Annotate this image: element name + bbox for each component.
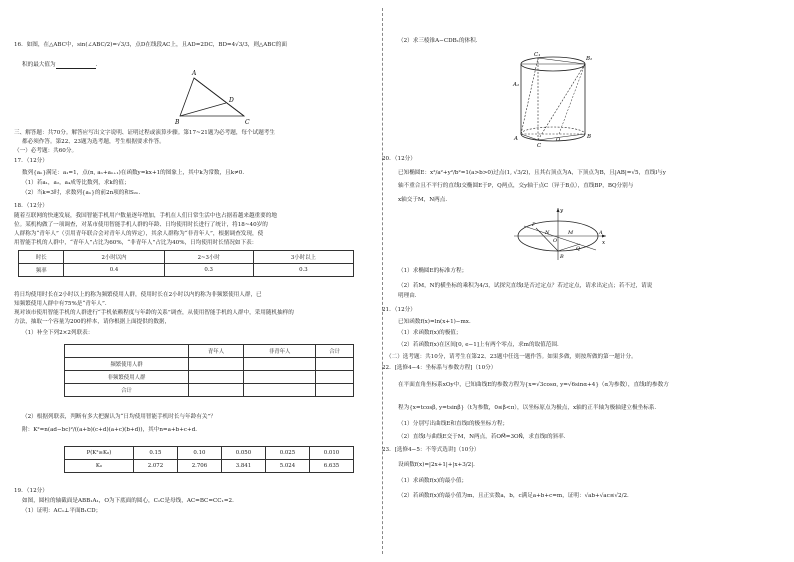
table-cell: 合计 — [316, 345, 354, 358]
table-row — [65, 447, 354, 460]
usage-frequency-table — [18, 250, 354, 277]
table-row — [65, 371, 354, 384]
label-b: B — [560, 254, 564, 260]
triangle-figure — [174, 68, 274, 128]
table-cell: P(K²≥K₀) — [65, 447, 134, 460]
q21-line3: （2）若函数f(x)在区间[0, e−1]上有两个零点，求m的取值范围． — [398, 342, 563, 348]
q17-line2: （1）若a₁，a₂，a₄成等比数列，求k的值； — [22, 180, 130, 186]
label-a: A — [192, 70, 197, 77]
q20-s2: （2）若M，N的横坐标的乘积为4/3，试探究直线l是否过定点？若过定点，请求出定点；若不过，请说 — [398, 283, 653, 289]
q20-line3: x轴交于M，N两点． — [398, 197, 451, 203]
q19-part2: （2）求三棱锥A−CDB₁的体积． — [398, 38, 482, 44]
q18-s1: （1）补全下列2×2列联表： — [22, 330, 94, 336]
q18-p7: 现对该市使用智能手机的人群进行“手机依赖程度与年龄的关系”调查，从使用智能手机的人群中，采用随机抽样的 — [14, 310, 294, 316]
section3-line3: （一）必考题：共60分。 — [14, 148, 78, 154]
answer-cell[interactable] — [316, 384, 354, 397]
label-a: A — [599, 230, 603, 236]
q22-line3: （1）分别写出曲线E和直线l的极坐标方程； — [398, 421, 509, 427]
table-cell: 6.635 — [309, 460, 353, 473]
table-cell: 合计 — [65, 384, 189, 397]
chi-square-formula: 附：K²=n(ad−bc)²/((a+b)(c+d)(a+c)(b+d))，其中n=a+b+c+d． — [22, 427, 201, 433]
table-cell: 频率 — [19, 264, 64, 277]
answer-cell[interactable] — [244, 358, 316, 371]
table-cell: 2.706 — [177, 460, 221, 473]
label-c: C — [537, 143, 542, 149]
cylinder-figure — [513, 52, 603, 148]
table-cell: 2~3小时 — [164, 251, 253, 264]
label-o: O — [556, 137, 561, 143]
q18-p1: 随着互联网的快速发展，我国智能手机用户数量逐年增加，手机在人们日常生活中也占据着越来越重要的地 — [14, 213, 277, 219]
label-p: P — [532, 222, 536, 228]
table-cell: 0.3 — [253, 264, 353, 277]
label-c: C — [245, 119, 250, 126]
q19-line1: 如图，圆柱的轴截面是ABB₁A₁，O为下底面的圆心，C₁C是母线，AC=BC=CC₁=2． — [22, 498, 238, 504]
answer-cell[interactable] — [244, 371, 316, 384]
q23-head: 23．[选修4−5：不等式选讲]（10分） — [382, 447, 480, 453]
table-row — [65, 358, 354, 371]
q20-head: 20．（12分） — [382, 156, 416, 162]
q23-line3: （2）若函数f(x)的最小值为m，且正实数a，b，c满足a+b+c=m，证明：√ab+√ac≤√2/2． — [398, 493, 633, 499]
q21-head: 21．（12分） — [382, 307, 416, 313]
table-cell: 5.024 — [265, 460, 309, 473]
q21-line2: （1）求函数f(x)的极值； — [398, 330, 462, 336]
q18-p6: 知频繁使用人群中有75%是“青年人”． — [14, 301, 111, 307]
answer-cell[interactable] — [189, 371, 244, 384]
table-cell: 3小时以上 — [253, 251, 353, 264]
q18-p2: 位。某机构做了一项调查，对某市使用智能手机人群的年龄、日均使用时长进行了统计，将18~40岁的 — [14, 222, 268, 228]
q22-line4: （2）直线l与曲线E交于M，N两点，若OM⃗=3ON⃗，求直线l的斜率． — [398, 434, 570, 440]
q23-line2: （1）求函数f(x)的最小值； — [398, 478, 468, 484]
ellipse-figure — [510, 206, 610, 262]
q18-s2: （2）根据列联表，判断有多大把握认为“日均使用智能手机时长与年龄有关”？ — [22, 414, 216, 420]
q22-head: 22．[选修4−4：坐标系与参数方程]（10分） — [382, 365, 497, 371]
q23-line1: 设函数f(x)=|2x+1|+|x+3/2|． — [398, 462, 479, 468]
q16-line2-end: ． — [95, 62, 102, 68]
q18-p8: 方法，抽取一个容量为200的样本，请你根据上面提供的数据， — [14, 319, 171, 325]
table-cell: 2小时以内 — [64, 251, 164, 264]
table-cell: 3.841 — [221, 460, 265, 473]
label-m: M — [568, 230, 574, 236]
q17-line1: 数列{aₙ}满足：a₁=1，点(n, aₙ+aₙ₊₁)在函数y=kx+1的图象上，其中k为常数，且k≠0． — [22, 170, 248, 176]
table-row — [65, 384, 354, 397]
label-o: O — [553, 238, 558, 244]
q17-line3: （2）当k=3时，求数列{aₙ}的前2n项的和S₂ₙ． — [22, 190, 145, 196]
table-cell: 0.3 — [164, 264, 253, 277]
q22-line1: 在平面直角坐标系xOy中，已知曲线E的参数方程为{x=√3cosα, y=√6sinα+4}（α为参数），直线l的参数方 — [398, 382, 669, 388]
q21-line1: 已知函数f(x)=ln(x+1)−mx． — [398, 319, 475, 325]
q16-line1: 16．如图，在△ABC中，sin(∠ABC/2)=√3/3，点D在线段AC上，且AD=2DC，BD=4√3/3，则△ABC的面 — [14, 42, 287, 48]
table-cell: 0.10 — [177, 447, 221, 460]
section-elective: （二）选考题：共10分，请考生在第22、23题中任选一题作答。如果多做，则按所做的第一题计分。 — [386, 354, 637, 360]
label-x: x — [602, 240, 606, 246]
label-q: Q — [576, 246, 581, 252]
table-row — [65, 345, 354, 358]
q19-head: 19．（12分） — [14, 488, 48, 494]
q18-p5: 将日均使用时长在2小时以上的称为频繁使用人群，使用时长在2小时以内的称为非频繁使用人群，已 — [14, 292, 262, 298]
label-n: N — [545, 230, 550, 236]
table-cell: 非频繁使用人群 — [65, 371, 189, 384]
answer-cell[interactable] — [189, 358, 244, 371]
table-cell: 非青年人 — [244, 345, 316, 358]
table-row — [19, 264, 354, 277]
answer-blank[interactable] — [56, 63, 96, 69]
section3-line1: 三、解答题：共70分。解答应写出文字说明、证明过程或演算步骤。第17~21题为必考题，每个试题考生 — [14, 130, 275, 136]
section3-line2: 都必须作答。第22、23题为选考题，考生根据要求作答。 — [22, 139, 165, 145]
label-c1: C₁ — [534, 52, 541, 58]
q16-line2-text: 积的最大值为 — [22, 62, 56, 68]
answer-cell[interactable] — [316, 371, 354, 384]
q20-line2: 轴不重合且不平行的直线l交椭圆E于P，Q两点，交y轴于点C（异于B点），直线BP，BQ分别与 — [398, 183, 634, 189]
answer-cell[interactable] — [189, 384, 244, 397]
table-cell: 2.072 — [133, 460, 177, 473]
table-cell: 时长 — [19, 251, 64, 264]
contingency-table — [64, 344, 354, 397]
answer-cell[interactable] — [316, 358, 354, 371]
column-divider — [382, 8, 383, 554]
table-cell: 0.050 — [221, 447, 265, 460]
table-cell — [65, 345, 189, 358]
table-cell: 0.025 — [265, 447, 309, 460]
q18-p4: 用智能手机的人群中，“青年人”占比为60%，“非青年人”占比为40%，日均使用时长情况如下表： — [14, 240, 258, 246]
q19-line2: （1）证明：AC₁⊥平面B₁CD； — [22, 508, 102, 514]
table-cell: 0.010 — [309, 447, 353, 460]
label-a: A — [514, 136, 518, 142]
table-cell: 0.15 — [133, 447, 177, 460]
label-d: D — [229, 97, 234, 104]
label-b: B — [175, 119, 180, 126]
table-row — [65, 460, 354, 473]
q18-head: 18．（12分） — [14, 203, 48, 209]
table-cell: K₀ — [65, 460, 134, 473]
q22-line2: 程为{x=tcosβ, y=tsinβ}（t为参数，0≤β<π），以坐标原点为极点，x轴的正半轴为极轴建立极坐标系． — [398, 405, 661, 411]
left-column — [14, 0, 366, 562]
table-cell: 频繁使用人群 — [65, 358, 189, 371]
q20-line1: 已知椭圆E：x²/a²+y²/b²=1(a>b>0)过点(1, √3/2)，且其右顶点为A，下顶点为B，且|AB|=√5，直线l与y — [398, 170, 666, 176]
q17-head: 17．（12分） — [14, 158, 48, 164]
label-b1: B₁ — [586, 56, 593, 62]
q16-line2 — [22, 62, 101, 69]
label-a1: A₁ — [513, 82, 520, 88]
q20-s2b: 明理由． — [398, 293, 421, 299]
q18-p3: 人群称为“青年人”（引用青年联合会对青年人的界定），其余人群称为“非青年人”，根据调查发现，使 — [14, 231, 264, 237]
right-column — [382, 0, 778, 562]
critical-value-table — [64, 446, 354, 473]
table-row — [19, 251, 354, 264]
label-b: B — [587, 134, 592, 140]
label-y: y — [560, 208, 564, 214]
table-cell: 青年人 — [189, 345, 244, 358]
table-cell: 0.4 — [64, 264, 164, 277]
q20-s1: （1）求椭圆E的标准方程； — [398, 268, 468, 274]
answer-cell[interactable] — [244, 384, 316, 397]
